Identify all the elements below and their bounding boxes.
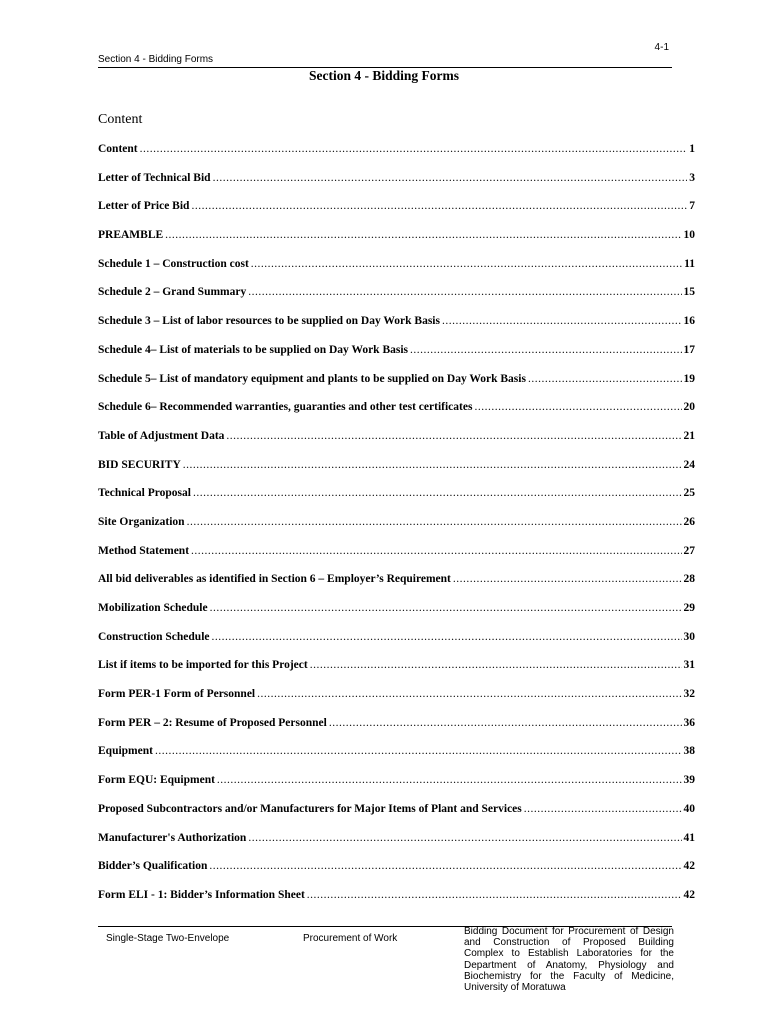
toc-entry-page-number: 26 — [683, 515, 695, 528]
toc-entry[interactable] — [98, 745, 695, 774]
toc-entry-title: Schedule 4– List of materials to be supplied on Day Work Basis — [98, 343, 409, 356]
toc-entry-title: BID SECURITY — [98, 458, 181, 471]
toc-entry-title: Bidder’s Qualification — [98, 860, 208, 873]
toc-dot-leader — [528, 373, 682, 385]
toc-entry-page-number: 10 — [683, 229, 695, 242]
toc-entry[interactable] — [98, 373, 695, 402]
toc-entry-page-number: 29 — [683, 602, 695, 614]
toc-entry-page-number: 40 — [683, 802, 695, 815]
toc-entry[interactable] — [98, 889, 695, 918]
toc-dot-leader — [329, 717, 682, 729]
toc-entry-title: Proposed Subcontractors and/or Manufacturers for Major Items of Plant and Services — [98, 802, 522, 815]
toc-entry-title: Schedule 3 – List of labor resources to be supplied on Day Work Basis — [98, 315, 440, 328]
footer-center-text: Procurement of Work — [303, 933, 398, 944]
toc-entry[interactable] — [98, 832, 695, 861]
toc-entry-page-number: 15 — [683, 286, 695, 299]
toc-entry[interactable] — [98, 545, 695, 574]
toc-entry-page-number: 27 — [683, 544, 695, 557]
toc-dot-leader — [212, 631, 682, 643]
toc-dot-leader — [187, 516, 682, 528]
toc-entry[interactable] — [98, 803, 695, 832]
toc-entry-title: Mobilization Schedule — [98, 602, 208, 614]
toc-dot-leader — [183, 459, 682, 471]
toc-entry[interactable] — [98, 229, 695, 258]
toc-entry-title: Content — [98, 143, 138, 155]
running-header: Section 4 - Bidding Forms — [98, 54, 672, 68]
toc-entry-page-number: 25 — [683, 487, 695, 500]
toc-entry-title: Manufacturer's Authorization — [98, 831, 247, 844]
toc-entry-page-number: 1 — [689, 143, 695, 155]
toc-entry-title: Method Statement — [98, 544, 190, 557]
toc-entry[interactable] — [98, 401, 695, 430]
toc-dot-leader — [248, 832, 681, 844]
toc-entry-page-number: 32 — [683, 688, 695, 701]
toc-entry[interactable] — [98, 487, 695, 516]
toc-entry-page-number: 20 — [683, 401, 695, 414]
toc-dot-leader — [191, 545, 681, 557]
toc-dot-leader — [213, 172, 688, 184]
toc-entry[interactable] — [98, 286, 695, 315]
toc-dot-leader — [155, 745, 682, 757]
toc-dot-leader — [210, 602, 682, 614]
toc-entry-page-number: 3 — [689, 171, 695, 184]
toc-entry-title: Table of Adjustment Data — [98, 429, 225, 442]
toc-entry-title: Letter of Technical Bid — [98, 171, 211, 184]
toc-dot-leader — [310, 659, 682, 671]
toc-entry-page-number: 16 — [683, 315, 695, 328]
toc-dot-leader — [474, 401, 681, 413]
toc-entry-title: List if items to be imported for this Project — [98, 659, 308, 672]
footer-line: University of Moratuwa — [464, 982, 566, 994]
toc-entry-title: Form EQU: Equipment — [98, 774, 215, 787]
toc-entry-page-number: 38 — [683, 745, 695, 758]
footer-line: Department of Anatomy, Physiology and — [464, 959, 674, 971]
footer-document-description — [464, 926, 674, 993]
table-of-contents — [98, 143, 695, 918]
toc-entry-title: Form PER – 2: Resume of Proposed Personnel — [98, 716, 327, 729]
toc-entry-page-number: 17 — [683, 343, 695, 356]
toc-entry[interactable] — [98, 659, 695, 688]
toc-entry-page-number: 42 — [683, 860, 695, 873]
footer-line: Bidding Document for Procurement of Design — [464, 926, 674, 937]
toc-entry[interactable] — [98, 602, 695, 631]
toc-entry[interactable] — [98, 774, 695, 803]
toc-entry-title: Letter of Price Bid — [98, 200, 190, 213]
page-number: 4-1 — [654, 42, 669, 53]
toc-entry-page-number: 30 — [683, 630, 695, 643]
toc-entry[interactable] — [98, 860, 695, 889]
toc-dot-leader — [140, 143, 688, 155]
toc-dot-leader — [307, 889, 682, 901]
toc-entry-title: Form PER-1 Form of Personnel — [98, 688, 256, 701]
toc-entry-page-number: 21 — [683, 429, 695, 442]
toc-entry-title: Equipment — [98, 745, 153, 758]
footer-line: and Construction of Proposed Building — [464, 937, 674, 949]
footer-left-text: Single-Stage Two-Envelope — [106, 933, 230, 944]
toc-dot-leader — [193, 487, 682, 499]
toc-entry[interactable] — [98, 573, 695, 602]
toc-entry-title: PREAMBLE — [98, 229, 164, 242]
toc-entry-title: Construction Schedule — [98, 630, 210, 643]
toc-dot-leader — [453, 573, 682, 585]
toc-dot-leader — [165, 229, 681, 241]
toc-dot-leader — [226, 430, 681, 442]
toc-entry-page-number: 11 — [684, 257, 695, 270]
toc-dot-leader — [251, 258, 682, 270]
toc-entry-title: Form ELI - 1: Bidder’s Information Sheet — [98, 888, 305, 901]
toc-entry[interactable] — [98, 344, 695, 373]
toc-entry-title: Schedule 2 – Grand Summary — [98, 286, 247, 299]
toc-entry-title: Schedule 1 – Construction cost — [98, 257, 249, 270]
toc-entry-page-number: 42 — [683, 888, 695, 901]
toc-entry-page-number: 39 — [683, 774, 695, 787]
toc-entry-page-number: 36 — [683, 716, 695, 729]
footer-line: Complex to Establish Laboratories for the — [464, 948, 674, 960]
toc-entry-title: Schedule 5– List of mandatory equipment and plants to be supplied on Day Work Basis — [98, 372, 526, 385]
toc-entry-page-number: 7 — [689, 200, 695, 213]
toc-entry-title: Schedule 6– Recommended warranties, guaranties and other test certificates — [98, 401, 473, 414]
toc-dot-leader — [191, 200, 687, 212]
toc-entry[interactable] — [98, 258, 695, 287]
toc-entry-page-number: 24 — [683, 458, 695, 471]
footer-line: Biochemistry for the Faculty of Medicine, — [464, 970, 674, 982]
toc-entry[interactable] — [98, 688, 695, 717]
toc-entry-title: Technical Proposal — [98, 487, 191, 500]
toc-entry[interactable] — [98, 459, 695, 488]
toc-dot-leader — [209, 860, 681, 872]
toc-dot-leader — [217, 774, 682, 786]
toc-entry-page-number: 28 — [683, 573, 695, 586]
toc-entry[interactable] — [98, 516, 695, 545]
toc-entry[interactable] — [98, 200, 695, 229]
toc-entry[interactable] — [98, 717, 695, 746]
toc-entry[interactable] — [98, 315, 695, 344]
content-heading: Content — [98, 112, 143, 127]
toc-dot-leader — [524, 803, 682, 815]
toc-entry-page-number: 31 — [683, 659, 695, 672]
toc-entry-page-number: 19 — [683, 372, 695, 385]
toc-dot-leader — [410, 344, 681, 356]
toc-entry-title: All bid deliverables as identified in Section 6 – Employer’s Requirement — [98, 573, 451, 586]
toc-entry[interactable] — [98, 172, 695, 201]
toc-entry[interactable] — [98, 430, 695, 459]
toc-entry[interactable] — [98, 631, 695, 660]
section-title: Section 4 - Bidding Forms — [308, 68, 459, 83]
toc-entry[interactable] — [98, 143, 695, 172]
toc-entry-page-number: 41 — [683, 831, 695, 844]
toc-entry-title: Site Organization — [98, 515, 185, 528]
toc-dot-leader — [442, 315, 682, 327]
toc-dot-leader — [248, 286, 681, 298]
toc-dot-leader — [257, 688, 681, 700]
